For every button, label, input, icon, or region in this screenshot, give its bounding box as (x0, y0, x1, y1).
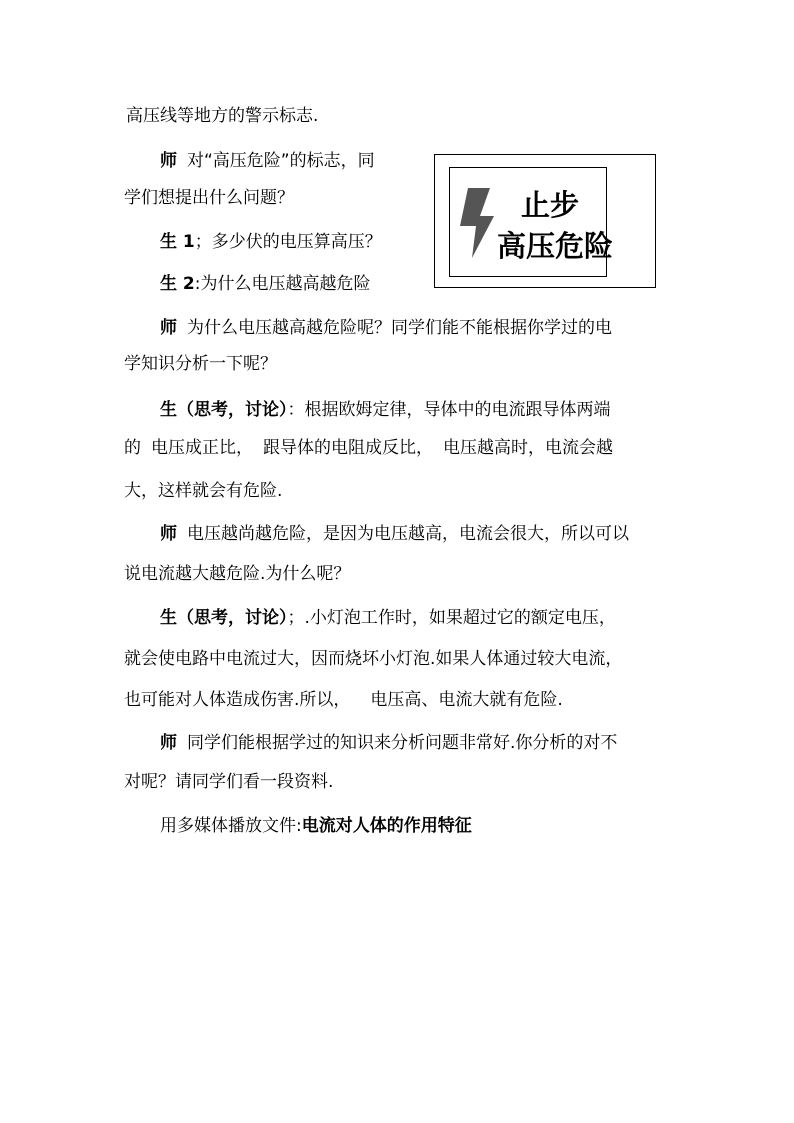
speaker-label: 师 (160, 733, 177, 753)
body-text: 说电流越大越危险.为什么呢？ (124, 564, 351, 584)
paragraph-line (160, 606, 616, 630)
body-text: 就会使电路中电流过大，因而烧坏小灯泡.如果人体通过较大电流， (124, 649, 623, 669)
body-text: 同学们能根据学过的知识来分析问题非常好.你分析的对不 (187, 733, 618, 753)
speaker-label: 生（思考，讨论） (160, 608, 288, 628)
paragraph-line (160, 814, 472, 838)
speaker-label: 生 1 (160, 232, 195, 252)
paragraph-line (126, 104, 318, 128)
body-text: 跟导体的电阻成反比， (263, 438, 433, 458)
speaker-label: 师 (160, 524, 177, 544)
body-text: 对呢？请同学们看一段资料. (124, 772, 334, 792)
body-text: 用多媒体播放文件: (160, 816, 302, 836)
body-text: 学们想提出什么问题？ (124, 188, 294, 208)
sign-title-danger: 高压危险 (497, 229, 614, 263)
paragraph-line (160, 230, 382, 254)
paragraph-line (124, 647, 622, 671)
paragraph-line (124, 436, 613, 460)
paragraph-line (160, 731, 617, 755)
speaker-label: 师 (160, 318, 177, 338)
paragraph-line (160, 398, 611, 422)
body-text: 电压越尚越危险，是因为电压越高，电流会很大，所以可以 (187, 524, 629, 544)
body-text: 的 (124, 438, 141, 458)
body-text: 为什么电压越高越危险呢？同学们能不能根据你学过的电 (187, 318, 612, 338)
paragraph-line (160, 316, 612, 340)
paragraph-line (160, 522, 629, 546)
body-text: 电压成正比， (151, 438, 253, 458)
paragraph-line (124, 688, 563, 712)
paragraph-line (124, 479, 282, 503)
body-text: ；.小灯泡工作时，如果超过它的额定电压， (287, 608, 616, 628)
body-text: 电压越高时，电流会越 (443, 438, 613, 458)
paragraph-line (160, 149, 375, 173)
paragraph-line (124, 352, 277, 376)
sign-title-stop: 止步 (521, 188, 580, 222)
paragraph-line (124, 562, 350, 586)
body-text: ；多少伏的电压算高压？ (194, 232, 382, 252)
file-title: 电流对人体的作用特征 (301, 816, 472, 836)
paragraph-line (124, 186, 294, 210)
speaker-label: 生（思考，讨论） (160, 400, 288, 420)
body-text: 学知识分析一下呢？ (124, 354, 277, 374)
paragraph-line (160, 272, 370, 296)
speaker-label: 生 2 (160, 274, 195, 294)
body-text: 大，这样就会有危险. (124, 481, 283, 501)
body-text: ：根据欧姆定律，导体中的电流跟导体两端 (287, 400, 611, 420)
speaker-label: 师 (160, 151, 177, 171)
body-text: 高压线等地方的警示标志. (126, 106, 319, 126)
body-text: 对“高压危险”的标志，同 (187, 151, 375, 171)
lightning-bolt-icon (456, 186, 498, 260)
body-text: :为什么电压越高越危险 (194, 274, 371, 294)
body-text: 也可能对人体造成伤害.所以， (124, 690, 351, 710)
paragraph-line (124, 770, 333, 794)
body-text: 电压高、电流大就有危险. (370, 690, 563, 710)
